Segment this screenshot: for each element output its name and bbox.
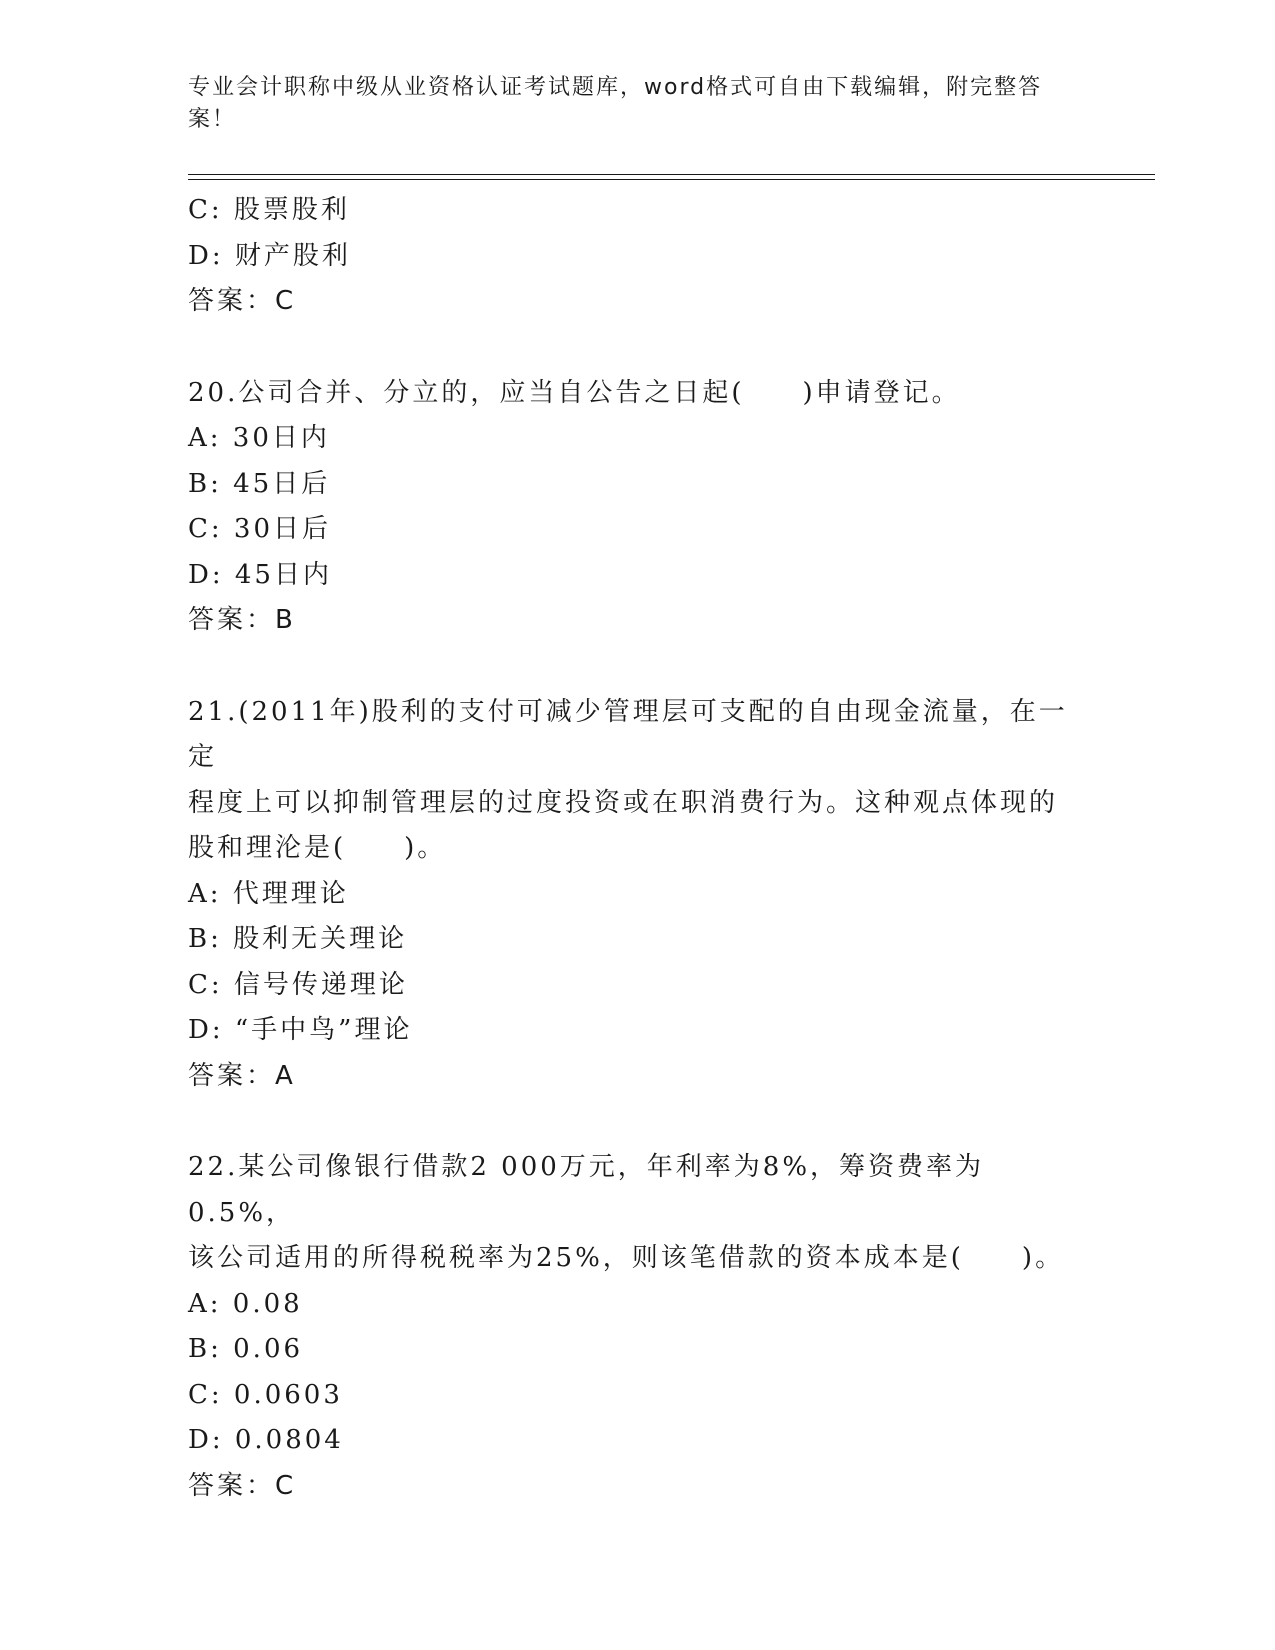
option-c: C: 30日后 [188, 514, 332, 544]
header-divider-bottom [188, 179, 1155, 180]
option-b: B: 股利无关理论 [188, 924, 408, 954]
spacer [188, 644, 1088, 690]
question-text-line-1: 22.某公司像银行借款2 000万元，年利率为8%，筹资费率为0.5%， [188, 1152, 985, 1228]
option-b: B: 0.06 [188, 1334, 304, 1364]
header-line-1: 专业会计职称中级从业资格认证考试题库，word格式可自由下载编辑，附完整答 [188, 75, 1043, 100]
spacer [188, 325, 1088, 371]
header-line-2: 案！ [188, 107, 237, 132]
answer: 答案：C [188, 286, 297, 316]
question-20 [188, 371, 1088, 644]
header-divider-top [188, 174, 1155, 175]
option-c: C: 0.0603 [188, 1379, 343, 1410]
question-text-line-2: 程度上可以抑制管理层的过度投资或在职消费行为。这种观点体现的 [188, 787, 1059, 818]
option-a: A: 0.08 [188, 1288, 303, 1319]
question-text-line-2: 该公司适用的所得税税率为25%，则该笔借款的资本成本是( )。 [188, 1243, 1065, 1273]
option-d: D: 财产股利 [188, 240, 351, 271]
option-d: D: 0.0804 [188, 1425, 344, 1455]
option-a: A: 30日内 [188, 423, 330, 453]
option-d: D: 45日内 [188, 559, 332, 590]
page-content [188, 188, 1088, 1509]
question-19-continuation [188, 188, 1088, 325]
question-text: 20.公司合并、分立的，应当自公告之日起( )申请登记。 [188, 377, 961, 408]
question-21 [188, 690, 1088, 1100]
option-a: A: 代理理论 [188, 878, 349, 909]
page-header [188, 72, 1068, 136]
answer: 答案：B [188, 605, 296, 635]
option-c: C: 股票股利 [188, 195, 350, 225]
answer: 答案：C [188, 1470, 297, 1501]
question-22 [188, 1145, 1088, 1509]
option-d: D: “手中鸟”理论 [188, 1015, 413, 1045]
question-text-line-3: 股和理沦是( )。 [188, 833, 447, 863]
option-c: C: 信号传递理论 [188, 969, 408, 1000]
question-text-line-1: 21.(2011年)股利的支付可减少管理层可支配的自由现金流量，在一定 [188, 696, 1068, 772]
spacer [188, 1099, 1088, 1145]
option-b: B: 45日后 [188, 468, 331, 499]
answer: 答案：A [188, 1060, 296, 1091]
